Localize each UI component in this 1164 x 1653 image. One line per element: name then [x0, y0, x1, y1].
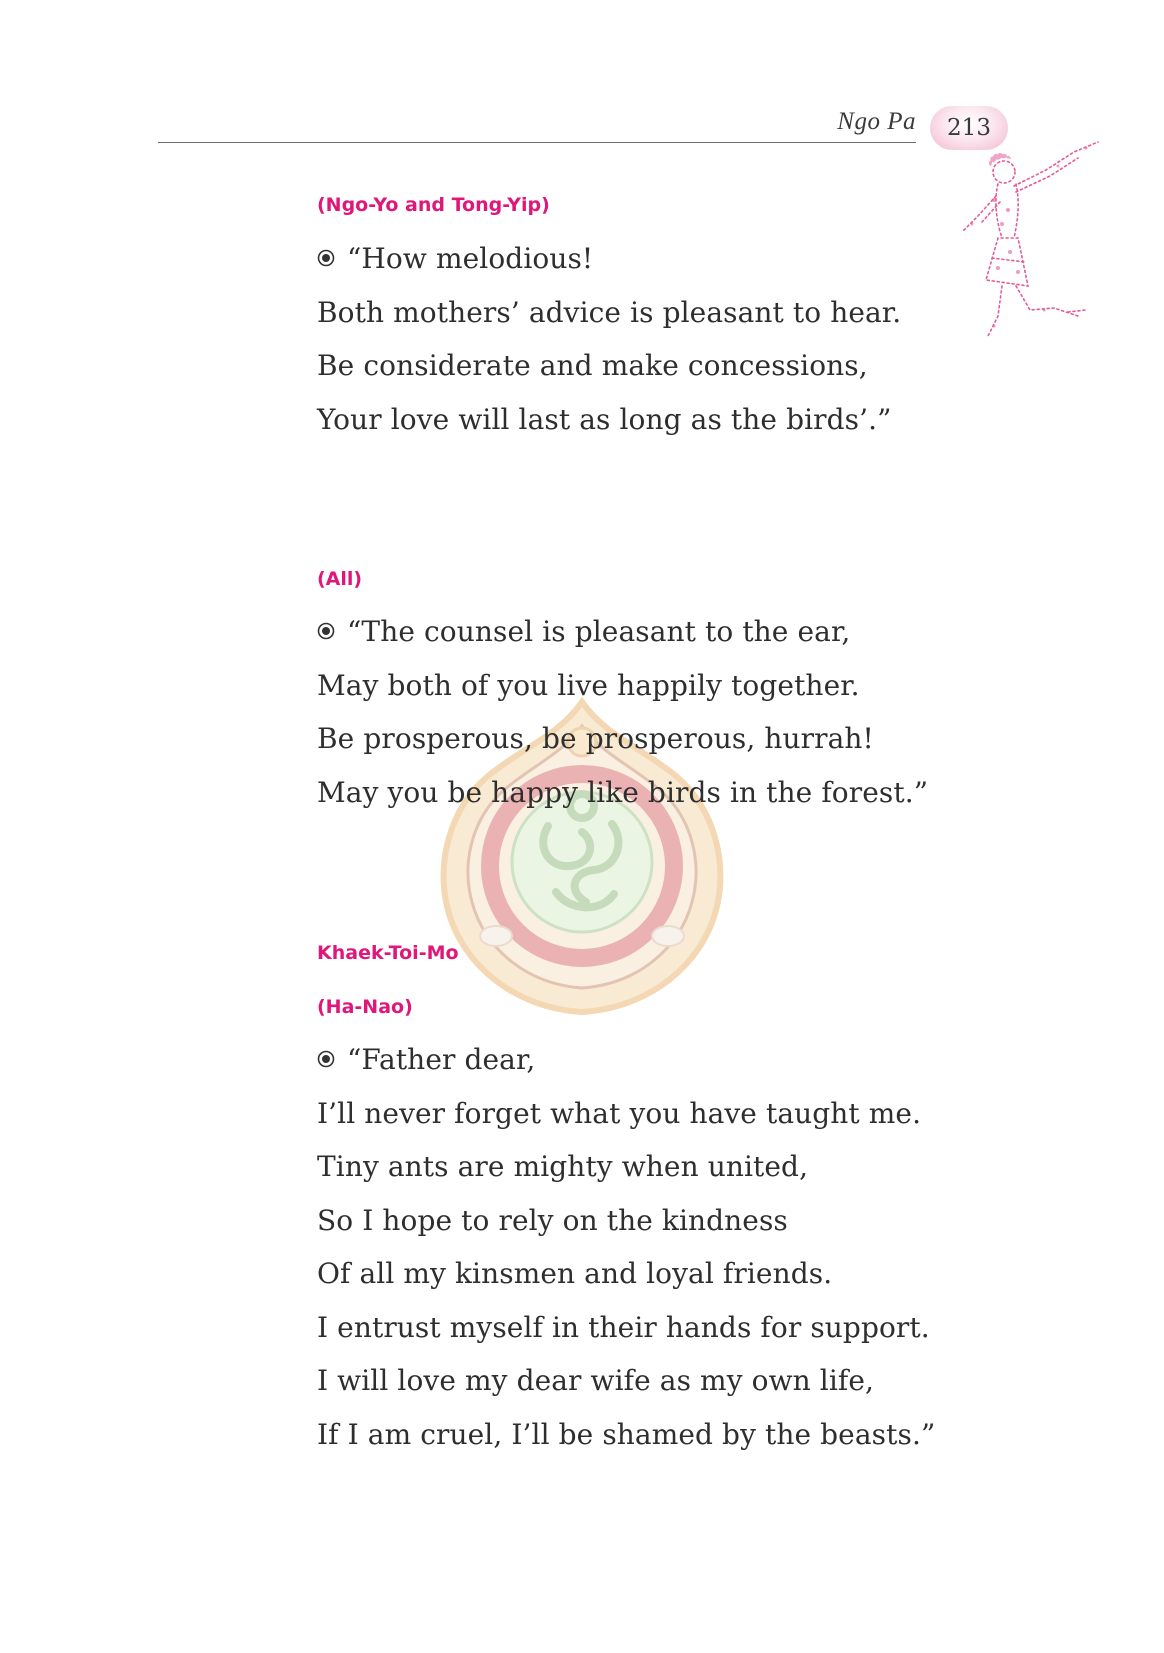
verse-line: “Father dear, — [317, 1033, 935, 1087]
verse-line: Tiny ants are mighty when united, — [317, 1150, 809, 1183]
verse-line: Be prosperous, be prosperous, hurrah! — [317, 722, 874, 755]
dancer-figure-icon — [958, 140, 1122, 350]
header-rule — [158, 142, 916, 143]
verse-line: I will love my dear wife as my own life, — [317, 1364, 875, 1397]
page-number: 213 — [947, 115, 991, 141]
speaker-label: (Ha-Nao) — [317, 996, 413, 1018]
verse-line: I entrust myself in their hands for support. — [317, 1310, 930, 1344]
speaker-label: (All) — [317, 568, 363, 590]
fisheye-bullet-icon — [317, 1050, 335, 1068]
verse-line: Of all my kinsmen and loyal friends. — [317, 1257, 833, 1290]
fisheye-bullet-icon — [317, 249, 335, 267]
verse-block — [317, 232, 901, 446]
verse-line: Be considerate and make concessions, — [317, 349, 868, 382]
speaker-label: (Ngo-Yo and Tong-Yip) — [317, 194, 550, 216]
verse-block — [317, 605, 928, 819]
verse-line: “How melodious! — [317, 232, 901, 286]
verse-line: Both mothers’ advice is pleasant to hear. — [317, 295, 902, 329]
tune-label: Khaek-Toi-Mo — [317, 942, 459, 964]
verse-line: “The counsel is pleasant to the ear, — [317, 605, 928, 659]
verse-block — [317, 1033, 935, 1461]
verse-line: May both of you live happily together. — [317, 668, 860, 702]
verse-line: If I am cruel, I’ll be shamed by the beasts.” — [317, 1417, 936, 1451]
verse-line: May you be happy like birds in the forest.” — [317, 775, 929, 809]
running-title: Ngo Pa — [837, 108, 916, 135]
fisheye-bullet-icon — [317, 622, 335, 640]
verse-line: So I hope to rely on the kindness — [317, 1203, 788, 1237]
verse-line: I’ll never forget what you have taught me. — [317, 1096, 922, 1130]
verse-line: Your love will last as long as the birds’.” — [317, 402, 892, 436]
